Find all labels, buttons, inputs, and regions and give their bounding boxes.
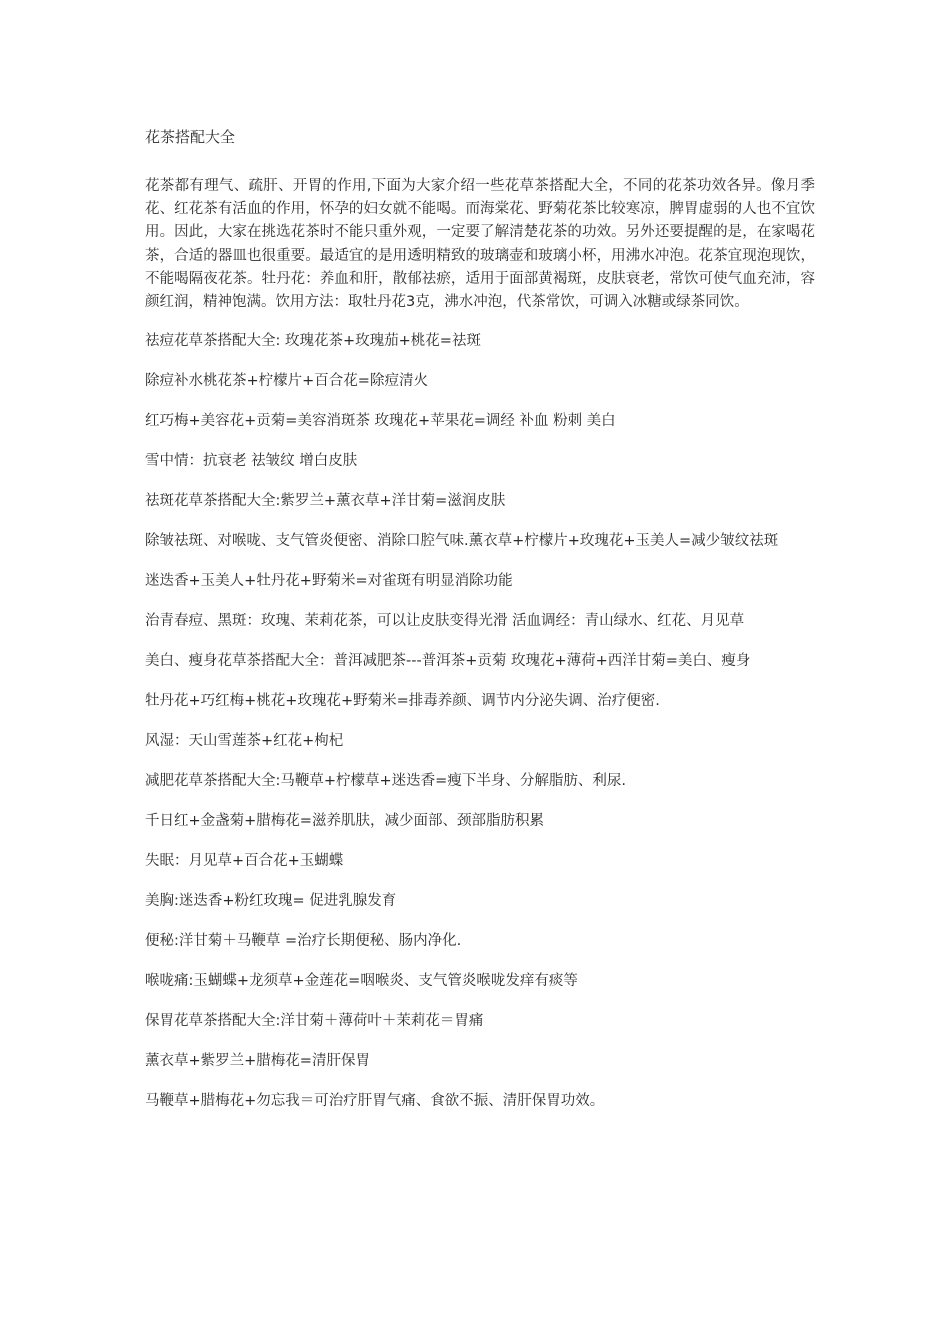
recipe-line: 美白、瘦身花草茶搭配大全：普洱减肥茶---普洱茶+贡菊 玫瑰花+薄荷+西洋甘菊=美白、瘦身	[145, 653, 751, 670]
recipe-line: 失眠：月见草+百合花+玉蝴蝶	[145, 853, 344, 870]
recipe-line: 迷迭香+玉美人+牡丹花+野菊米=对雀斑有明显消除功能	[145, 573, 513, 590]
recipe-line: 薰衣草+紫罗兰+腊梅花=清肝保胃	[145, 1053, 370, 1070]
recipe-line: 治青春痘、黑斑：玫瑰、茉莉花茶，可以让皮肤变得光滑 活血调经：青山绿水、红花、月见草	[145, 613, 745, 630]
recipe-line: 保胃花草茶搭配大全:洋甘菊＋薄荷叶＋茉莉花＝胃痛	[145, 1013, 484, 1030]
recipe-line: 雪中情：抗衰老 祛皱纹 增白皮肤	[145, 453, 358, 470]
recipe-line: 红巧梅+美容花+贡菊=美容消斑茶 玫瑰花+苹果花=调经 补血 粉刺 美白	[145, 413, 616, 430]
document-title: 花茶搭配大全	[145, 128, 236, 146]
recipe-line: 除皱祛斑、对喉咙、支气管炎便密、消除口腔气味.薰衣草+柠檬片+玫瑰花+玉美人=减少皱纹祛斑	[145, 533, 779, 550]
intro-paragraph: 花茶都有理气、疏肝、开胃的作用,下面为大家介绍一些花草茶搭配大全，不同的花茶功效各异。像月季花、红花茶有活血的作用，怀孕的妇女就不能喝。而海棠花、野菊花茶比较寒凉，脾胃虚弱的人也不宜饮用。因此，大家在挑选花茶时不能只重外观，一定要了解清楚花茶的功效。另外还要提醒的是，在家喝花茶，合适的器皿也很重要。最适宜的是用透明精致的玻璃壶和玻璃小杯，用沸水冲泡。花茶宜现泡现饮，不能喝隔夜花茶。牡丹花：养血和肝，散郁祛瘀，适用于面部黄褐斑，皮肤衰老，常饮可使气血充沛，容颜红润，精神饱满。饮用方法：取牡丹花3克，沸水冲泡，代茶常饮，可调入冰糖或绿茶同饮。	[145, 178, 815, 311]
recipe-line: 美胸:迷迭香+粉红玫瑰= 促进乳腺发育	[145, 893, 397, 910]
recipe-line: 千日红+金盏菊+腊梅花=滋养肌肤，减少面部、颈部脂肪积累	[145, 813, 544, 830]
recipe-line: 风湿：天山雪莲茶+红花+枸杞	[145, 733, 344, 750]
recipe-line: 马鞭草+腊梅花+勿忘我＝可治疗肝胃气痛、食欲不振、清肝保胃功效。	[145, 1093, 605, 1110]
recipe-line: 祛痘花草茶搭配大全: 玫瑰花茶+玫瑰茄+桃花=祛斑	[145, 333, 481, 350]
recipe-line: 便秘:洋甘菊＋马鞭草 =治疗长期便秘、肠内净化.	[145, 933, 462, 950]
recipe-line: 除痘补水桃花茶+柠檬片+百合花=除痘清火	[145, 373, 428, 390]
recipe-line: 祛斑花草茶搭配大全:紫罗兰+薰衣草+洋甘菊=滋润皮肤	[145, 493, 506, 510]
document-page	[145, 125, 815, 1130]
recipe-list	[145, 330, 815, 1112]
recipe-line: 喉咙痛:玉蝴蝶+龙须草+金莲花=咽喉炎、支气管炎喉咙发痒有痰等	[145, 973, 578, 990]
recipe-line: 牡丹花+巧红梅+桃花+玫瑰花+野菊米=排毒养颜、调节内分泌失调、治疗便密.	[145, 693, 660, 710]
recipe-line: 减肥花草茶搭配大全:马鞭草+柠檬草+迷迭香=瘦下半身、分解脂肪、利尿.	[145, 773, 626, 790]
